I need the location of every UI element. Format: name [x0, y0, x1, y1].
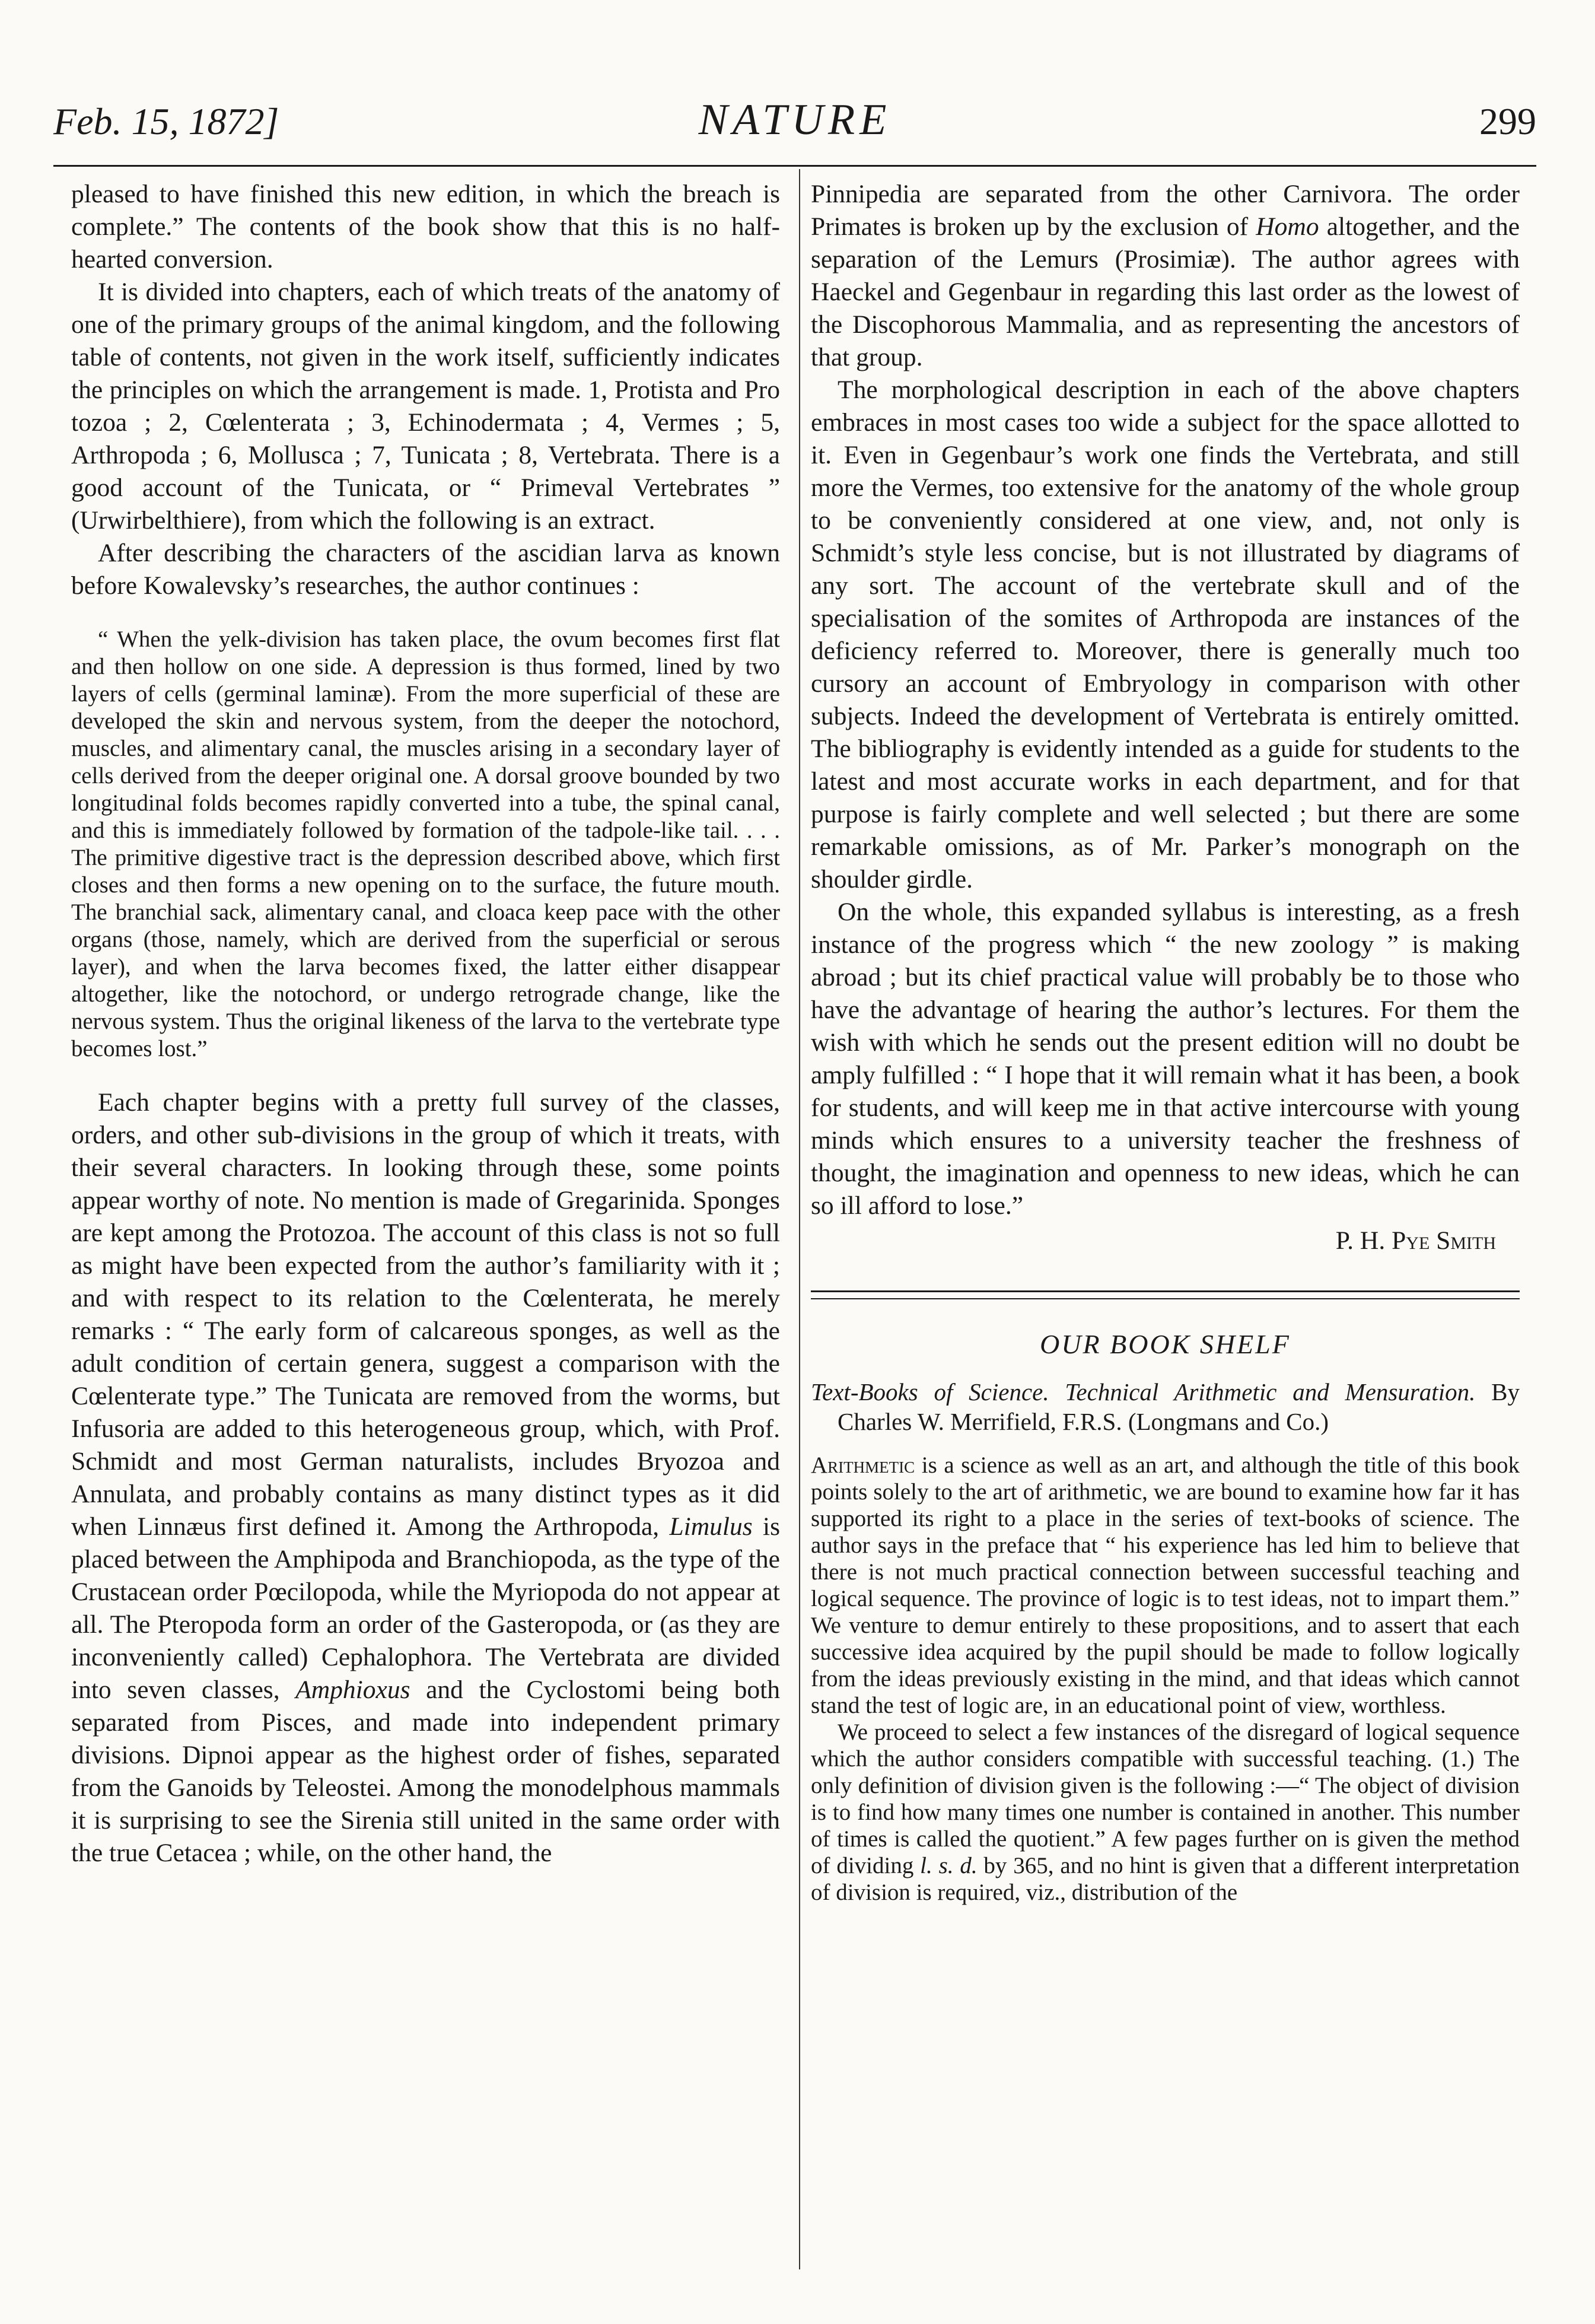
paragraph: On the whole, this expanded syllabus is interesting, as a fresh instance of the progress which “ the new zoology ” is making abroad ; but its chief practical value will probably be to those who have the advantage of hearing the author’s lectures. For them the wish with which he sends out the present edition will no doubt be amply fulfilled : “ I hope that it will remain what it has been, a book for students, and will keep me in that active intercourse with young minds which ensures to a university teacher the freshness of thought, the imagination and openness to new ideas, which he can so ill afford to lose.” — [811, 898, 1520, 1220]
review-paragraph — [811, 1719, 1520, 1906]
section-title: OUR BOOK SHELF — [1040, 1329, 1291, 1359]
book-publisher: By Charles W. Merrifield, F.R.S. (Longmans and Co.) — [838, 1378, 1520, 1435]
text-run: is a science as well as an art, and although the title of this book points solely to the art of arithmetic, we are bound to examine how far it has supported its right to a place in the series of text-books of science. The author says in the preface that “ his experience has led him to believe that there is not much practical connection between successful teaching and logical sequence. The province of logic is to test ideas, not to impart them.” We venture to demur entirely to these propositions, and to assert that each successive idea acquired by the pupil should be made to follow logically from the ideas previously existing in the mind, and that ideas which cannot stand the test of logic are, in an educational point of view, worthless. — [811, 1452, 1520, 1718]
text-run: We proceed to select a few instances of the disregard of logical sequence which the author considers compatible with successful teaching. (1.) The only definition of division given is the following :—“ The object of division is to find how many times one number is contained in another. This number of times is called the quotient.” A few pages further on is given the method of dividing — [811, 1719, 1520, 1878]
author-signature: P. H. Pye Smith — [1335, 1226, 1496, 1255]
right-column — [811, 178, 1520, 1906]
column-divider — [799, 169, 800, 2269]
taxon-italic: Homo — [1256, 212, 1319, 241]
paragraph: It is divided into chapters, each of which treats of the anatomy of one of the primary groups of the animal kingdom, and the following table of contents, not given in the work itself, sufficiently indicates the principles on which the arrangement is made. 1, Protista and Pro tozoa ; 2, Cœlenterata ; 3, Echinodermata ; 4, Vermes ; 5, Arthropoda ; 6, Mollusca ; 7, Tunicata ; 8, Vertebrata. There is a good account of the Tunicata, or “ Primeval Vertebrates ” (Urwirbelthiere), from which the following is an extract. — [71, 278, 780, 535]
paragraph: After describing the characters of the ascidian larva as known before Kowalevsky’s researches, the author continues : — [71, 539, 780, 600]
left-column — [71, 178, 780, 1870]
issue-date: Feb. 15, 1872] — [53, 100, 279, 142]
paragraph — [811, 178, 1520, 374]
paragraph: The morphological description in each of the above chapters embraces in most cases too wide a subject for the space allotted to it. Even in Gegenbaur’s work one finds the Vertebrata, and still more the Vermes, too extensive for the anatomy of the whole group to be conveniently considered at one view, and, not only is Schmidt’s style less concise, but is not illustrated by diagrams of any sort. The account of the vertebrate skull and of the specialisation of the somites of Arthropoda are instances of the deficiency referred to. Moreover, there is generally much too cursory an account of Embryology in comparison with other subjects. Indeed the development of Vertebrata is entirely omitted. The bibliography is evidently intended as a guide for students to the latest and most accurate works in each department, and for that purpose is fairly complete and well selected ; but there are some remarkable omissions, as of Mr. Parker’s monograph on the shoulder girdle. — [811, 376, 1520, 894]
text-run: altogether, and the separation of the Lemurs (Prosimiæ). The author agrees with Haeckel and Gegenbaur in regarding this last order as the lowest of the Discophorous Mammalia, and as representing the ancestors of that group. — [811, 212, 1520, 371]
review-paragraph — [811, 1452, 1520, 1719]
block-quote: “ When the yelk-division has taken place, the ovum becomes first flat and then hollow on one side. A depression is thus formed, lined by two layers of cells (germinal laminæ). From the more superficial of these are developed the skin and nervous system, from the deeper the notochord, muscles, and alimentary canal, the muscles arising in a secondary layer of cells derived from the deeper original one. A dorsal groove bounded by two longitudinal folds becomes rapidly converted into a tube, the spinal canal, and this is immediately followed by formation of the tadpole-like tail. . . . The primitive digestive tract is the depression described above, which first closes and then forms a new opening on to the surface, the future mouth. The branchial sack, alimentary canal, and cloaca keep pace with the other organs (those, namely, which are derived from the superficial or serous layer), and when the larva becomes fixed, the latter either disappear altogether, like the notochord, or undergo retrograde change, like the nervous system. Thus the original likeness of the larva to the vertebrate type becomes lost.” — [71, 627, 780, 1061]
text-run: Pinnipedia are separated from the other Carnivora. The order Primates is broken up by the exclusion of — [811, 180, 1520, 241]
page-header — [53, 89, 1536, 160]
currency-italic: l. s. d. — [920, 1853, 978, 1878]
header-rule — [53, 165, 1536, 167]
page-number: 299 — [1479, 100, 1536, 142]
text-run: is placed between the Amphipoda and Branchiopoda, as the type of the Crustacean order Pœcilopoda, while the Myriopoda do not appear at all. The Pteropoda form an order of the Gasteropoda, or (as they are inconveniently called) Cephalophora. The Vertebrata are divided into seven classes, — [71, 1512, 781, 1704]
paragraph: pleased to have finished this new edition, in which the breach is complete.” The contents of the book show that this is no half-hearted conversion. — [71, 180, 780, 274]
text-run: by 365, and no hint is given that a different interpretation of division is required, viz., distribution of the — [811, 1853, 1520, 1905]
taxon-italic: Amphioxus — [295, 1676, 410, 1704]
lead-word: Arithmetic — [811, 1452, 915, 1478]
text-run: Each chapter begins with a pretty full survey of the classes, orders, and other sub-divisions in the group of which it treats, with their several characters. In looking through these, some points appear worthy of note. No mention is made of Gregarinida. Sponges are kept among the Protozoa. The account of this class is not so full as might have been expected from the author’s familiarity with it ; and with respect to its relation to the Cœlenterata, he merely remarks : “ The early form of calcareous sponges, as well as the adult condition of certain genera, suggest a comparison with the Cœlenterate type.” The Tunicata are removed from the worms, but Infusoria are added to this heterogeneous group, which, with Prof. Schmidt and most German naturalists, includes Bryozoa and Annulata, and probably contains as many distinct types as it did when Linnæus first defined it. Among the Arthropoda, — [71, 1088, 780, 1541]
journal-title: NATURE — [698, 96, 892, 144]
book-title: Text-Books of Science. Technical Arithmetic and Mensuration. — [811, 1378, 1476, 1406]
section-rule — [811, 1290, 1520, 1299]
taxon-italic: Limulus — [669, 1512, 753, 1541]
book-reference — [811, 1377, 1520, 1436]
paragraph — [71, 1086, 780, 1870]
text-run: and the Cyclostomi being both separated from Pisces, and made into independent primary divisions. Dipnoi appear as the highest order of fishes, separated from the Ganoids by Teleostei. Among the monodelphous mammals it is surprising to see the Sirenia still united in the same order with the true Cetacea ; while, on the other hand, the — [71, 1676, 781, 1867]
